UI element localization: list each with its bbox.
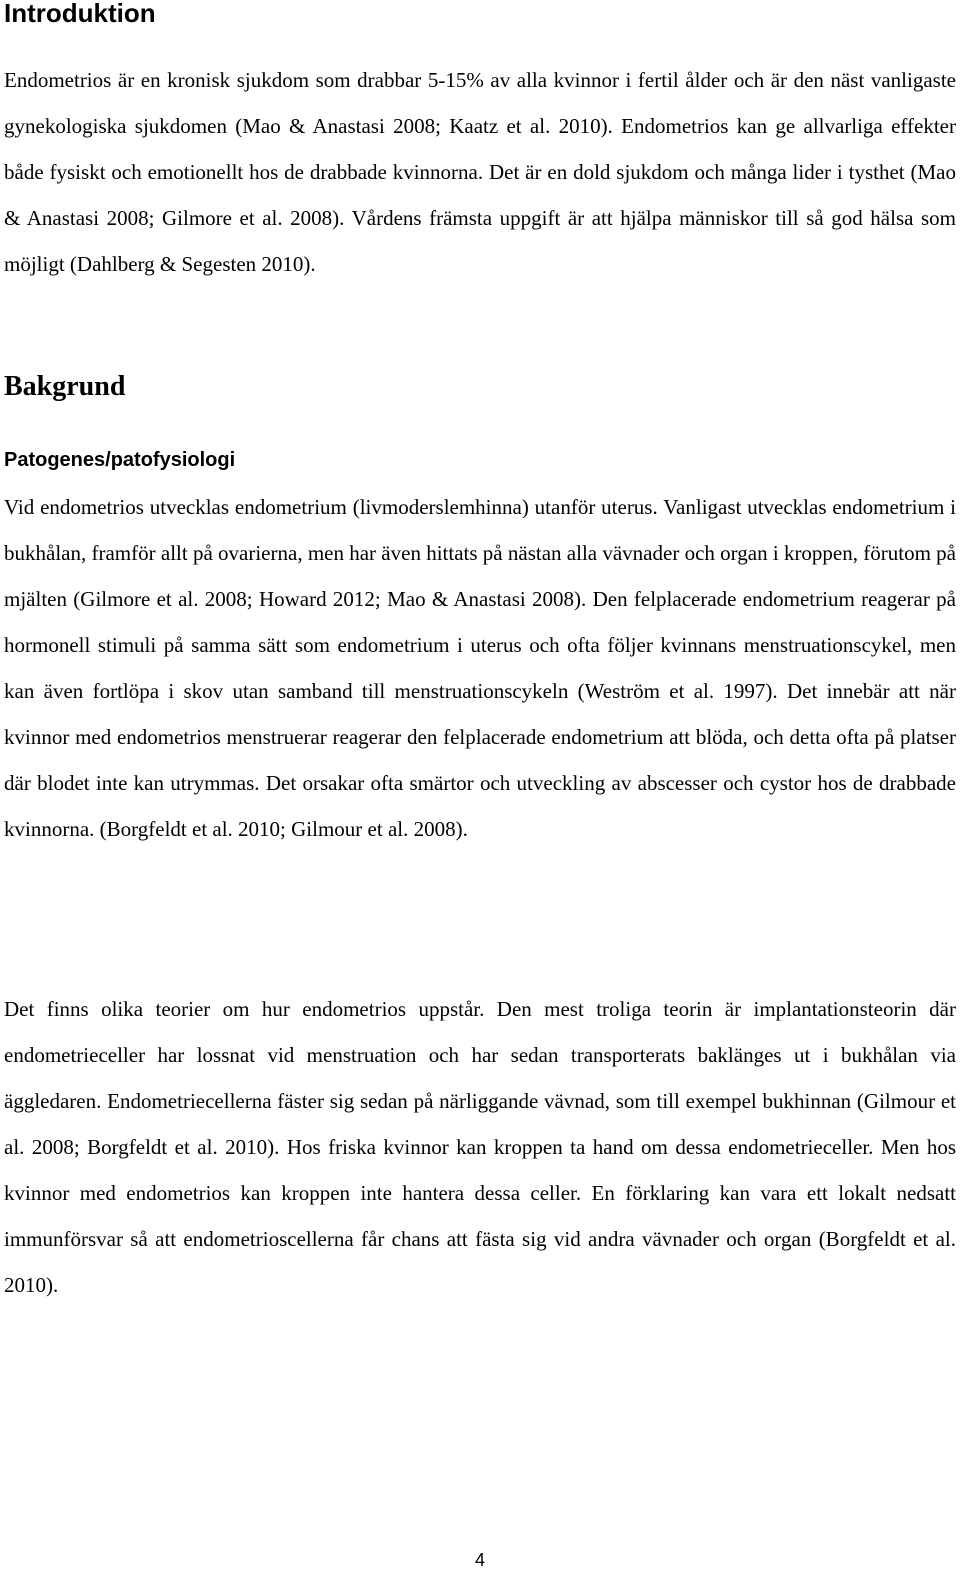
subheading-patogenes: Patogenes/patofysiologi bbox=[4, 449, 236, 471]
paragraph-patogenes-2: Det finns olika teorier om hur endometrios uppstår. Den mest troliga teorin är implantationsteorin där endometrieceller har lossnat vid menstruation och har sedan transporterats baklänges ut i bukhålan via äggledaren. Endometriecellerna fäster sig sedan på närliggande vävnad, som till exempel bukhinnan (Gilmour et al. 2008; Borgfeldt et al. 2010). Hos friska kvinnor kan kroppen ta hand om dessa endometrieceller. Men hos kvinnor med endometrios kan kroppen inte hantera dessa celler. En förklaring kan vara ett lokalt nedsatt immunförsvar så att endometrioscellerna får chans att fästa sig vid andra vävnader och organ (Borgfeldt et al. 2010). bbox=[4, 997, 956, 1297]
heading-introduktion: Introduktion bbox=[4, 0, 156, 28]
heading-bakgrund: Bakgrund bbox=[4, 371, 126, 402]
page-number: 4 bbox=[474, 1550, 485, 1570]
paragraph-patogenes-1: Vid endometrios utvecklas endometrium (livmoderslemhinna) utanför uterus. Vanligast utvecklas endometrium i bukhålan, framför allt på ovarierna, men har även hittats på nästan alla vävnader och organ i kroppen, förutom på mjälten (Gilmore et al. 2008; Howard 2012; Mao & Anastasi 2008). Den felplacerade endometrium reagerar på hormonell stimuli på samma sätt som endometrium i uterus och ofta följer kvinnans menstruationscykel, men kan även fortlöpa i skov utan samband till menstruationscykeln (Weström et al. 1997). Det innebär att när kvinnor med endometrios menstruerar reagerar den felplacerade endometrium att blöda, och detta ofta på platser där blodet inte kan utrymmas. Det orsakar ofta smärtor och utveckling av abscesser och cystor hos de drabbade kvinnorna. (Borgfeldt et al. 2010; Gilmour et al. 2008). bbox=[4, 495, 956, 841]
paragraph-introduktion: Endometrios är en kronisk sjukdom som drabbar 5-15% av alla kvinnor i fertil ålder och är den näst vanligaste gynekologiska sjukdomen (Mao & Anastasi 2008; Kaatz et al. 2010). Endometrios kan ge allvarliga effekter både fysiskt och emotionellt hos de drabbade kvinnorna. Det är en dold sjukdom och många lider i tysthet (Mao & Anastasi 2008; Gilmore et al. 2008). Vårdens främsta uppgift är att hjälpa människor till så god hälsa som möjligt (Dahlberg & Segesten 2010). bbox=[4, 68, 956, 276]
